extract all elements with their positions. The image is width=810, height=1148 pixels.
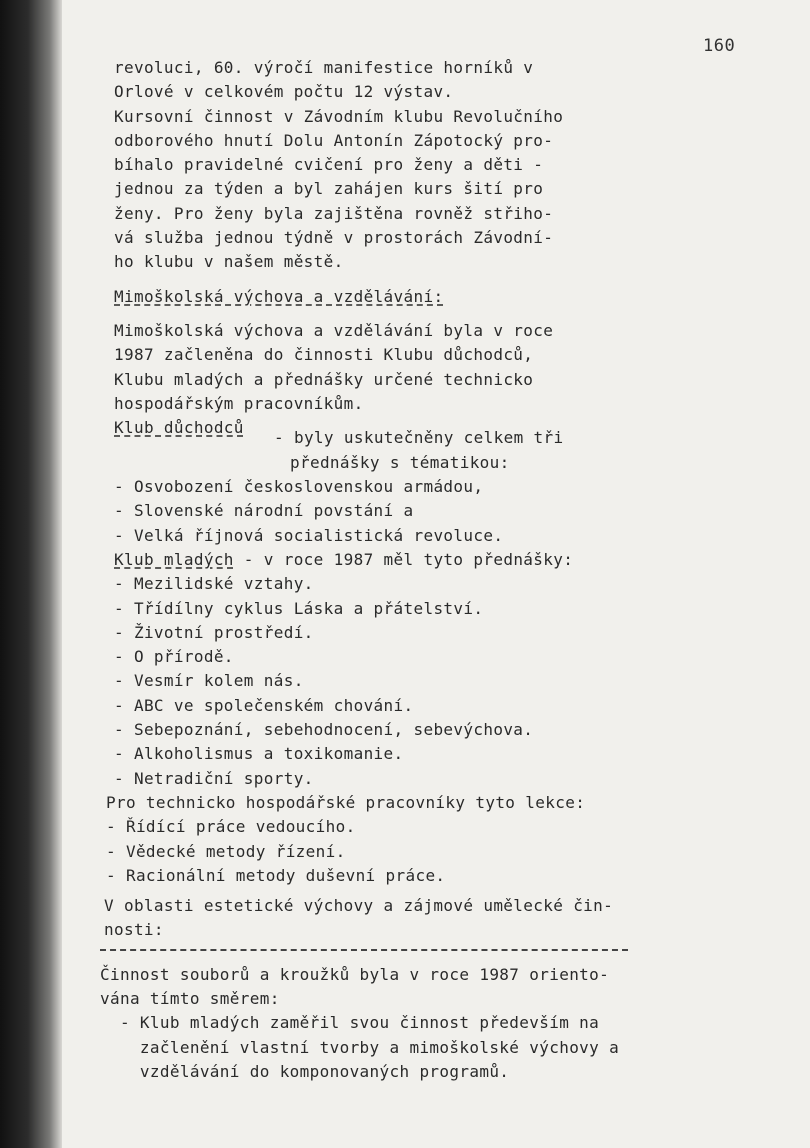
list-item: - Osvobození československou armádou, <box>114 477 484 497</box>
paragraph-kursovni <box>114 56 634 275</box>
scan-left-edge-shadow <box>0 0 62 1148</box>
dashed-divider <box>100 949 628 951</box>
list-item: - Řídící práce vedoucího. <box>106 817 356 837</box>
text-line: Pro technicko hospodářské pracovníky tyto lekce: <box>106 792 586 812</box>
document-body <box>100 56 634 1084</box>
text-line: vána tímto směrem: <box>100 988 280 1008</box>
text-line: 1987 začleněna do činnosti Klubu důchodců, <box>114 345 534 365</box>
paragraph-soubory <box>100 963 634 1084</box>
text-line: ženy. Pro ženy byla zajištěna rovněž střiho- <box>114 203 554 223</box>
list-item: - Mezilidské vztahy. <box>114 574 314 594</box>
text-line: Orlové v celkovém počtu 12 výstav. <box>114 82 454 102</box>
list-item: - Velká říjnová socialistická revoluce. <box>114 525 504 545</box>
text-line: Kursovní činnost v Závodním klubu Revolučního <box>114 106 564 126</box>
text-line: revoluci, 60. výročí manifestice horníků v <box>114 58 534 77</box>
text-line: Činnost souborů a kroužků byla v roce 1987 oriento- <box>100 964 610 984</box>
text-line: odborového hnutí Dolu Antonín Zápotocký pro- <box>114 130 554 150</box>
klub-duchodcu-label: Klub důchodců <box>114 418 244 438</box>
list-item: - ABC ve společenském chování. <box>114 695 414 715</box>
text-line: jednou za týden a byl zahájen kurs šití pro <box>114 179 544 199</box>
text-line: nosti: <box>104 920 164 940</box>
text-line: bíhalo pravidelné cvičení pro ženy a děti - <box>114 155 544 175</box>
text-line: začlenění vlastní tvorby a mimoškolské výchovy a <box>100 1037 620 1057</box>
klub-duchodcu-section <box>114 416 634 548</box>
klub-mladych-text: - v roce 1987 měl tyto přednášky: <box>233 549 574 569</box>
klub-mladych-section <box>114 548 634 791</box>
text-line: - byly uskutečněny celkem tři <box>274 428 564 448</box>
paragraph-mimoskolska <box>114 319 634 416</box>
technicko-section <box>106 791 634 888</box>
text-line: přednášky s tématikou: <box>290 452 510 472</box>
list-item: - Racionální metody duševní práce. <box>106 865 446 885</box>
text-line: Klubu mladých a přednášky určené technicko <box>114 369 534 389</box>
text-line: ho klubu v našem městě. <box>114 252 344 272</box>
list-item: - Netradiční sporty. <box>114 768 314 788</box>
text-line: V oblasti estetické výchovy a zájmové umělecké čin- <box>104 896 614 916</box>
text-line: hospodářským pracovníkům. <box>114 393 364 413</box>
klub-mladych-label: Klub mladých <box>114 549 234 569</box>
list-item: - Vědecké metody řízení. <box>106 841 346 861</box>
text-line: vzdělávání do komponovaných programů. <box>100 1061 510 1081</box>
text-line: vá služba jednou týdně v prostorách Závodní- <box>114 228 554 248</box>
list-item: - Alkoholismus a toxikomanie. <box>114 744 404 764</box>
list-item: - Vesmír kolem nás. <box>114 671 304 691</box>
list-item: - Životní prostředí. <box>114 622 314 642</box>
list-item: - O přírodě. <box>114 647 234 667</box>
text-line: Mimoškolská výchova a vzdělávání byla v roce <box>114 320 554 340</box>
list-item: - Sebepoznání, sebehodnocení, sebevýchova. <box>114 720 534 740</box>
list-item: - Třídílny cyklus Láska a přátelství. <box>114 598 484 618</box>
section-heading-mimoskolska: Mimoškolská výchova a vzdělávání: <box>114 286 444 306</box>
page-number: 160 <box>703 36 736 56</box>
list-item: - Slovenské národní povstání a <box>114 501 414 521</box>
estetika-section <box>104 894 634 943</box>
list-item: - Klub mladých zaměřil svou činnost především na <box>100 1013 600 1033</box>
